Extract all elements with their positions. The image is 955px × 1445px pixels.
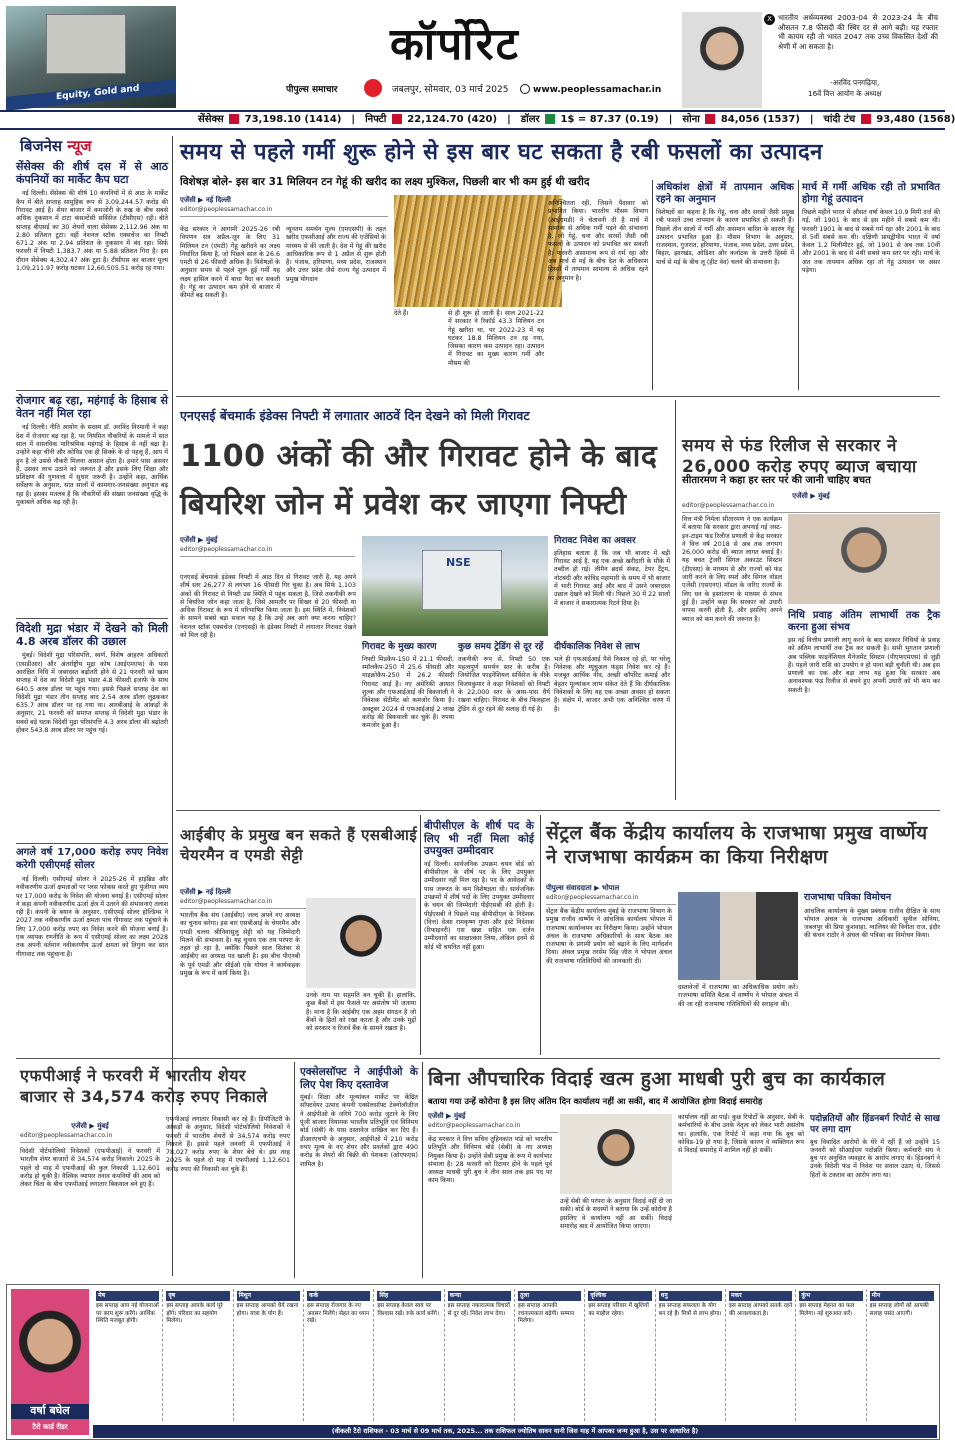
iba-headline: आईबीए के प्रमुख बन सकते हैं एसबीआई चेयरमैन व एमडी सेट्टी <box>180 826 418 864</box>
tarot-reader-name: वर्षा बघेल <box>11 1404 89 1419</box>
story-employment <box>16 394 168 510</box>
lead-col-1b: न्यूनतम समर्थन मूल्य (एमएसपी) के तहत खरीद एफसीआई और राज्य की एजेंसियों के माध्यम से की जाती है। देश में गेहूं की खरीद आधिकारिक रूप से 1 अप्रैल से शुरू होती है। पंजाब, हरियाणा, मध्य प्रदेश, राजस्थान और उत्तर प्रदेश जैसे राज्य गेहूं उत्पादन में प्रमुख योगदान <box>286 226 386 283</box>
masthead-title: कॉर्पोरेट <box>390 19 520 70</box>
zodiac-sign: कन्या इस सप्ताह नकारात्मक विचारों से दूर रहें। निवेश लाभ देगा। <box>445 1289 515 1421</box>
lead-col-1: केंद्र सरकार ने आगामी 2025-26 रबी विपणन सत्र अप्रैल-जून के लिए 31 मिलियन टन (एमटी) गेहूं खरीदने का लक्ष्य निर्धारित किया है, जो पिछले साल के 26.6 एमटी से 26 फीसदी अधिक है। विशेषज्ञों के अनुसार समय से पहले शुरू हुई गर्मी यह लक्ष्य हासिल करने में बाधा पैदा कर सकती है। गेहूं का उत्पादन कम होने से बाजार में कीमतें बढ़ सकती हैं। <box>180 226 280 300</box>
nifty-box-trading: कुछ समय ट्रेडिंग से दूर रहें तकनीकी रूप से, निफ्टी 50 एक महत्वपूर्ण समर्थन स्तर के करीब है। जियोजित फाइनेंशियल सर्विसेज के वीके विजयकुमार ने कहा निवेशकों को निफ्टी के 22,000 स्तर के आस-पास धैर्य रखना चाहिए। गिरावट के बीच फिलहाल ट्रेडिंग से दूर रहने की सलाह दी गई है। <box>458 642 550 713</box>
tarot-reader-role: टैरो कार्ड रीडर <box>32 1422 68 1431</box>
madhabi-body: केंद्र सरकार ने वित्त सचिव तुहिनकांत पांडे को भारतीय प्रतिभूति और विनिमय बोर्ड (सेबी) के नए अध्यक्ष नियुक्त किया है। उन्होंने सेबी प्रमुख के रूप में कार्यभार संभाला है। 28 फरवरी को रिटायर होने के पहले पूर्व अध्यक्ष माधबी पुरी बुच ने तीन साल तक इस पद पर काम किया। <box>428 1136 552 1185</box>
photo-caption: देते हैं। <box>394 310 409 317</box>
central-box: राजभाषा पत्रिका विमोचन आंचलिक कार्यालय के मुख्य प्रबंधक राजीव दीक्षित के साथ भोपाल अंचल के राजभाषा अधिकारी सुनील सोनिया, जबलपुर की प्रिया कुशवाहा, ग्वालियर की विनीता राज, इंदौर की कंचन राठौर ने अंचल की पत्रिका का विमोचन किया। <box>804 892 940 940</box>
down-arrow-icon <box>392 114 402 124</box>
lead-col-4: अनिश्चितता रही, जिसने पैदावार को प्रभावित किया। भारतीय मौसम विभाग (आईएमडी) ने चेतावनी दी है मार्च में सामान्य से अधिक गर्मी पड़ने की संभावना है, जो गेहूं, चना और सरसों जैसी रबी फसलों के उत्पादन को प्रभावित कर सकती है। फरवरी असामान्य रूप से गर्म रहा और अब मार्च से मई के बीच देश के अधिकांश हिस्सों में तापमान सामान्य से अधिक रहने का अनुमान है। <box>548 200 648 282</box>
quote-role: 16वें वित्त आयोग के अध्यक्ष <box>808 89 882 98</box>
ticker-dollar: डॉलर 1$ = 87.37 (0.19) <box>520 114 659 126</box>
horoscope-strip <box>6 1284 940 1440</box>
wheat-photo <box>394 195 562 307</box>
bpcl-story: बीपीसीएल के शीर्ष पद के लिए भी नहीं मिला कोई उपयुक्त उम्मीदवार नई दिल्ली। सार्वजनिक उपक्रम चयन बोर्ड को बीपीसीएल के शीर्ष पद के लिए उपयुक्त उम्मीदवार नहीं मिल रहा है। पद के आवेदकों के पास जरूरत के कम विशेषज्ञता थी। सार्वजनिक उपक्रमों में शीर्ष पदों के लिए उपयुक्त उम्मीदवार के चयन की जिम्मेदारी पीईएसबी की होती है। पीईएसबी ने पिछले माह बीपीसीएल के निदेशक (वित्त) वेत्सा रामकृष्ण गुप्ता और इंस्टे निदेशक (रिफाइनरी) एस खन्ना सहित एक दर्जन उम्मीदवारों का साक्षात्कार लिया, लेकिन इनमें से कोई भी चयनित नहीं हुआ। <box>424 820 534 951</box>
zodiac-sign: वृष इस सप्ताह आपके कार्य पूरे होंगे। परिवार का सहयोग मिलेगा। <box>163 1289 233 1421</box>
central-byline: पीपुल्स संवाददाता ▶ भोपाल editor@peoplessamachar.co.in <box>546 884 676 908</box>
quote-portrait <box>682 12 762 108</box>
iba-body: भारतीय बैंक संघ (आईबीए) जल्द अपने नए अध्यक्ष का चुनाव करेगा। इस बार एसबीआई के चेयरमैन और एमडी चल्ला श्रीनिवासुलु सेट्टी को यह जिम्मेदारी मिलने की संभावना है। यह चुनाव एक तय परंपरा के तहत हो रहा है, क्योंकि पिछले साल सितंबर से आईबीए का अध्यक्ष पद खाली है। इस बीच पीएनबी के पूर्व एमडी और सीईओ एके गोयल ने कार्यवाहक प्रमुख के रूप में कार्य किया है। <box>180 912 300 978</box>
nifty-kicker: एनएसई बेंचमार्क इंडेक्स निफ्टी में लगातार आठवें दिन देखने को मिली गिरावट <box>180 408 530 423</box>
fund-byline: एजेंसी ▶ मुंबई editor@peoplessamachar.co.in <box>682 492 940 516</box>
madhabi-photo <box>560 1114 672 1194</box>
excelsoft-story: एक्सेलसॉफ्ट ने आईपीओ के लिए पेश किए दस्तावेज मुंबई। शिक्षा और मूल्यांकन मार्केट पर केंद्रित सॉफ्टवेयर उत्पाद कंपनी एक्सेलसॉफ्ट टेक्नोलॉजीज ने आईपीओ के जरिये 700 करोड़ जुटाने के लिए पूंजी बाजार नियामक भारतीय प्रतिभूति एवं विनिमय बोर्ड (सेबी) के पास दस्तावेज दाखिल कर दिए हैं। डीआरएचपी के अनुसार, आईपीओ में 210 करोड़ रुपए मूल्य के नए शेयर और प्रवर्तकों द्वारा 490 करोड़ के शेयरों की बिक्री की पेशकश (ओएफएस) शामिल है। <box>300 1066 418 1168</box>
zodiac-sign: वृश्चिक इस सप्ताह परिवार में खुशियों का माहौल रहेगा। <box>585 1289 655 1421</box>
fund-box: निधि प्रवाह अंतिम लाभार्थी तक ट्रैक करना हुआ संभव इस नई वित्तीय प्रणाली लागू करने के बाद सरकार निधियों के प्रवाह को अंतिम लाभार्थी तक ट्रैक कर सकती है। सभी भुगतान प्रणाली अब पब्लिक फाइनेंशियल मैनेजमेंट सिस्टम (पीएफएमएस) से जुड़ी हैं। पहले जारी राशि का उपयोग न हो पाना बड़ी चुनौती थी। अब इस प्रणाली का एक और बड़ा लाभ यह हुआ कि सरकार अब अनावश्यक फंड रिलीज से बचने हुए अपनी उधारी को भी कम कर सकती है। <box>788 610 940 694</box>
madhabi-box: पदोन्नतियों और हिंडनबर्ग रिपोर्ट से साख पर लगा दाग बुच विवादित आरोपों के घेरे में रहीं हैं जो उन्होंने 15 जनवरी को सीआईएम पदोन्नति किया। कर्मचारी संघ ने बुच पर अनुचित व्यवहार के आरोप लगाए थे। हिंडनबर्ग ने उनके विदेशी फंड में निवेश पर सवाल उठाए थे, जिससे हितों के टकराव का आरोप लगा था। <box>810 1114 940 1179</box>
madhabi-body-3: कार्यालय नहीं आ पाईं। कुछ रिपोर्टों के अनुसार, सेबी के कर्मचारियों के बीच उनके नेतृत्व को लेकर भारी असंतोष था। हालांकि, एक रिपोर्ट में कहा गया कि बुच को कोविड-19 हो गया है, जिसके कारण वे व्यक्तिगत रूप से विदाई समारोह में शामिल नहीं हो सकीं। <box>678 1114 804 1155</box>
nifty-headline-1: 1100 अंकों की और गिरावट होने के बाद <box>180 439 658 474</box>
zodiac-sign: मीन इस सप्ताह लोगों को आपकी सलाह पसंद आएगी। <box>867 1289 937 1421</box>
madhabi-body-2: उन्हें सेबी की परंपरा के अनुसार विदाई नहीं दी जा सकी। बोर्ड के सदस्यों ने बताया कि उन्हें कोरोना है इसलिए वे कार्यालय नहीं आ सकीं। विदाई समारोह बाद में आयोजित किया जाएगा। <box>560 1198 672 1230</box>
iba-body-2: उनके नाम पर सहमति बन चुकी है। हालांकि, कुछ बैंकों में इस फैसले पर असंतोष भी जताया है। माना है कि आईबीए एक अहम संगठन है जो बैंकों के हितों को रखा करता है और उनके मुद्दों को सरकार व रिजर्व बैंक के सामने रखता है। <box>306 992 416 1033</box>
fpi-body-2: एफपीआई लगातार निकासी कर रहे हैं। डिपॉजिटरी के आंकड़ों के अनुसार, विदेशी पोर्टफोलियो निवेशकों ने फरवरी में भारतीय शेयरों से 34,574 करोड़ रुपए निकाले हैं। इससे पहले जनवरी में एफपीआई ने 78,027 करोड़ रुपए के शेयर बेचे थे। इस तरह 2025 के पहले दो माह में एफपीआई 1,12,601 करोड़ रुपए की निकासी कर चुके हैं। <box>166 1116 290 1173</box>
market-ticker: सेंसेक्स 73,198.10 (1414) | निफ्टी 22,124.70 (420) | डॉलर 1$ = 87.37 (0.19) | सोना 84,056 (1537) | चांदी टंच 93,480 (1568) <box>0 110 945 130</box>
story-acme-solar <box>16 847 168 962</box>
zodiac-sign: कुंभ इस सप्ताह मेहनत का फल मिलेगा। नई शुरुआत करें। <box>796 1289 866 1421</box>
globe-icon <box>520 84 530 94</box>
nifty-headline-2: बियरिश जोन में प्रवेश कर जाएगा निफ्टी <box>180 487 627 522</box>
central-headline: सेंट्रल बैंक केंद्रीय कार्यालय के राजभाषा प्रमुख वार्ष्णेय ने राजभाषा कार्यक्रम का किया निरीक्षण <box>546 822 928 868</box>
story-forex <box>16 622 168 738</box>
iba-byline: एजेंसी ▶ नई दिल्ली editor@peoplessamachar.co.in <box>180 888 400 912</box>
madhabi-byline: एजेंसी ▶ मुंबई editor@peoplessamachar.co.in <box>428 1112 558 1136</box>
zodiac-sign: तुला इस सप्ताह आपकी रचनात्मकता बढ़ेगी। सम्मान मिलेगा। <box>515 1289 585 1421</box>
quote-author: -अरविंद पनगढ़िया, <box>830 78 880 87</box>
zodiac-sign: मिथुन इस सप्ताह आपको धैर्य रखना होगा। यात्रा के योग हैं। <box>234 1289 304 1421</box>
fund-headline: समय से फंड रिलीज से सरकार ने 26,000 करोड़ रुपए ब्याज बचाया <box>682 436 917 478</box>
nse-sign: NSE <box>446 556 471 569</box>
story-body: नई दिल्ली। एसीएमई सोलर ने 2025-26 में हाइब्रिड और नवीकरणीय ऊर्जा क्षमताओं पर प्लस फोकस करते हुए पूंजीगत व्यय पर 17,000 करोड़ के निवेश की योजना बनाई है। एसीएमई सोलर ने कहा कंपनी नवीकरणीय ऊर्जा क्षेत्र में उतरने की संभावनाएं तलाश रही है। कंपनी के बयान के अनुसार, एसीएमई सोलर होल्डिंग्स ने 2027 तक नवीकरणीय ऊर्जा क्षमता पांच गीगावाट तक पहुंचाने के लिए 17,000 करोड़ रुपए का निवेश करने की योजना बनाई है। एक व्यापक रणनीति के रूप में एसीएमई सोलर का लक्ष्य 2028 तक अपनी वर्तमान नवीकरणीय ऊर्जा क्षमता को तिगुना कर सात गीगावाट तक पहुंचाना है। <box>16 876 168 958</box>
fund-subheadline: सीतारमण ने कहा हर स्तर पर की जानी चाहिए बचत <box>682 475 871 486</box>
story-headline: विदेशी मुद्रा भंडार में देखने को मिली 4.8 अरब डॉलर की उछाल <box>16 622 168 649</box>
fpi-body: विदेशी पोर्टफोलियो निवेशकों (एफपीआई) ने फरवरी में भारतीय शेयर बाजारों से 34,574 करोड़ निकाले। 2025 के पहले दो माह में एफपीआई की कुल निकासी 1,12,601 करोड़ हो चुकी है। वैश्विक व्यापार तनाव कंपनियों की आय को लेकर चिंता के बीच एफपीआई लगातार बिकवाल बने हुए हैं। <box>20 1148 160 1189</box>
nifty-box-reasons: गिरावट के मुख्य कारण निफ्टी मिडकैप-150 में 21.1 फीसदी, स्मॉलकैप-250 में 25.6 फीसदी और माइक्रोकैप-250 में 26.2 फीसदी गिरावट आई है। नए अमेरिकी आयात शुल्क और एफआईआई की बिकवाली ने निवेशक सेंटीमेंट को कमजोर किया है। अक्टूबर 2024 से एफआईआई 2 लाख करोड़ की बिकवाली कर चुके हैं। रुपया कमजोर हुआ है। <box>362 642 454 730</box>
masthead-dateline: जबलपुर, सोमवार, 03 मार्च 2025 <box>392 85 509 95</box>
x-icon: X <box>764 14 775 25</box>
zodiac-sign: कर्क इस सप्ताह रोजगार के नए अवसर मिलेंगे। सेहत का ध्यान रखें। <box>304 1289 374 1421</box>
central-body-2: दस्तावेजों में राजभाषा का अधिकाधिक प्रयोग करें। राजभाषा समिति बैठक में वार्ष्णेय ने भोपाल अंचल में की जा रही राजभाषा गतिविधियों की सराहना की। <box>678 984 798 1008</box>
story-body: मुंबई। विदेशी मुद्रा परिसंपत्ति, स्वर्ण, विशेष आहरण अधिकारों (एसडीआर) और अंतर्राष्ट्रीय मुद्रा कोष (आईएमएफ) के पास आरक्षित निधि में जबरदस्त बढ़ोतरी होने से 21 फरवरी को खत्म सप्ताह में देश का विदेशी मुद्रा भंडार 4.8 फीसदी इजाफे के साथ 640.5 अरब डॉलर पर पहुंच गया। इससे पिछले सप्ताह देश का विदेशी मुद्रा भंडार तीन सप्ताह बाद 2.54 अरब डॉलर लुढ़ककर 635.7 अरब डॉलर पर रह गया था। आरबीआई के आंकड़ों के अनुसार, 21 फरवरी को समाप्त सप्ताह में विदेशी मुद्रा भंडार के सबसे बड़े घटक विदेशी मुद्रा परिसंपत्ति 4.3 अरब डॉलर की बढ़ोतरी होकर 543.8 अरब डॉलर पर पहुंच गई। <box>16 652 168 735</box>
horoscope-footer: (वीकली टैरो राशिफल - 03 मार्च से 09 मार्च तक, 2025... तक राशिफल ज्योतिष सावन यानी जिस माह में आपका जन्म हुआ है, उस पर आधारित है) <box>93 1425 937 1438</box>
bse-building-photo <box>6 6 176 108</box>
nifty-body: एनएसई बेंचमार्क इंडेक्स निफ्टी में आठ दिन से गिरावट जारी है, यह अपने शीर्ष स्तर 26,277 से लगभग 16 फीसदी गिर चुका है। अब सिर्फ 1,103 अंकों की गिरावट से निफ्टी उस स्थिति में पहुंच सकता है, जिसे तकनीकी रूप से बियरिश जोन कहा जाता है, जिसे आमतौर पर शिखर से 20 फीसदी या अधिक गिरावट के रूप में परिभाषित किया जाता है। इस स्थिति में, निवेशकों के सामने सबसे बड़ा सवाल यह है कि उन्हें अब आगे क्या करना चाहिए? नेशनल स्टॉक एक्सचेंज (एनएसई) के इंडेक्स निफ्टी में लगातार गिरावट देखने को मिल रही है। <box>180 574 356 640</box>
setty-photo <box>306 898 416 988</box>
madhabi-subheadline: बताया गया उन्हें कोरोना है इस लिए अंतिम दिन कार्यालय नहीं आ सकीं, बाद में आयोजित होगा विदाई समारोह <box>428 1096 763 1106</box>
lead-far-box: मार्च में गर्मी अधिक रही तो प्रभावित होगा गेहूं उत्पादन पिछले महीने भारत में औसत वर्षा केवल 10.9 मिमी दर्ज की गई, जो 1901 के बाद से इस महीने में सबसे कम थी। फरवरी 1901 के बाद से सबसे गर्म रहा और 2001 के बाद से 5वीं सबसे कम थी। दक्षिणी प्रायद्वीपीय भारत में वर्षा केवल 1.2 मिलीमीटर हुई, जो 1901 से अब तक 10वीं और 2001 के बाद से 4थी सबसे कम स्तर पर रही। मार्च के अंत तक तापमान अधिक रहा तो गेहूं उत्पादन पर असर पड़ेगा। <box>802 182 940 275</box>
zodiac-sign: धनु इस सप्ताह सफलता के योग बन रहे हैं। मित्रों से लाभ होगा। <box>656 1289 726 1421</box>
down-arrow-icon <box>705 114 715 124</box>
zodiac-sign: मेष इस सप्ताह आप नई योजनाओं पर काम शुरू करेंगे। आर्थिक स्थिति मजबूत होगी। <box>93 1289 163 1421</box>
red-dot-logo <box>364 79 382 97</box>
lead-col-3: से ही शुरू हो जाती है। साल 2021-22 में सरकार ने रिकॉर्ड 43.3 मिलियन टन गेहूं खरीदा था, पर 2022-23 में यह घटकर 18.8 मिलियन टन रह गया, जिसका कारण कम उत्पादन रहा। उत्पादन में गिरावट का मुख्य कारण गर्मी और मौसम की <box>448 310 544 367</box>
zodiac-sign: सिंह इस सप्ताह केवल स्वयं पर विश्वास रखें। रुके कार्य बनेंगे। <box>374 1289 444 1421</box>
ticker-gold: सोना 84,056 (1537) <box>682 114 800 126</box>
story-headline: सेंसेक्स की शीर्ष दस में से आठ कंपनियों का मार्केट कैप घटा <box>16 160 168 187</box>
nifty-byline: एजेंसी ▶ मुंबई editor@peoplessamachar.co.in <box>180 536 355 560</box>
lead-subheadline: विशेषज्ञ बोले- इस बार 31 मिलियन टन गेहूं की खरीद का लक्ष्य मुश्किल, पिछली बार भी कम हुई थी खरीद <box>180 176 590 188</box>
zodiac-sign: मकर इस सप्ताह आपको सतर्क रहने की आवश्यकता है। <box>726 1289 796 1421</box>
story-headline: रोजगार बढ़ रहा, महंगाई के हिसाब से वेतन नहीं मिल रहा <box>16 394 168 421</box>
nse-building-photo <box>362 536 548 636</box>
section-label: बिजनेस न्यूज <box>20 137 92 155</box>
ticker-nifty: निफ्टी 22,124.70 (420) <box>365 114 498 126</box>
lead-headline: समय से पहले गर्मी शुरू होने से इस बार घट सकता है रबी फसलों का उत्पादन <box>180 140 823 165</box>
lead-side-box: अधिकांश क्षेत्रों में तापमान अधिक रहने का अनुमान विशेषज्ञों का कहना है कि गेहूं, चना और सरसों जैसी प्रमुख रबी फसलें उच्च तापमान के कारण प्रभावित हो सकती हैं। पिछले तीन सालों में गर्मी और असमान बारिश के कारण गेहूं उत्पादन प्रभावित हुआ है। मौसम विभाग के अनुसार, राजस्थान, गुजरात, हरियाणा, पंजाब, मध्य प्रदेश, उत्तर प्रदेश, बिहार, झारखंड, ओडिशा और कर्नाटक के उत्तरी हिस्से में मार्च से मई के बीच लू (हीट वेव) चलने की संभावना है। <box>656 182 794 266</box>
nifty-box-longterm: दीर्घकालिक निवेश से लाभ भले ही एफआईआई पैसे निकाल रहे हों, पर घरेलू निवेशक और म्यूचुअल फंड्स निवेश कर रहे हैं। मजबूत आर्थिक नींव, अच्छी कॉर्पोरेट कमाई और बेहतर मूल्यांकन लाभ संकेत देते हैं कि दीर्घकालिक निवेशकों के लिए यह एक अच्छा अवसर हो सकता है। संक्षेप में, बाजार अभी एक अनिश्चित चरण में है। <box>554 642 670 713</box>
madhabi-headline: बिना औपचारिक विदाई खत्म हुआ माधबी पुरी बुच का कार्यकाल <box>428 1068 886 1090</box>
up-arrow-icon <box>545 114 555 124</box>
sitharaman-photo <box>788 514 940 604</box>
down-arrow-icon <box>861 114 871 124</box>
tarot-portrait <box>11 1289 89 1435</box>
story-sensex-mcap <box>16 160 168 276</box>
down-arrow-icon <box>229 114 239 124</box>
fpi-headline: एफपीआई ने फरवरी में भारतीय शेयर बाजार से 34,574 करोड़ रुपए निकाले <box>20 1066 268 1106</box>
masthead-publisher: पीपुल्स समाचार <box>286 85 338 95</box>
story-body: नई दिल्ली। सेंसेक्स की शीर्ष 10 कंपनियों में से आठ के मार्केट कैप में बीते सप्ताह सामूहिक रूप से 3,09,244.57 करोड़ की गिरावट आई है। शेयर बाजार में कमजोरी के रुख के बीच सबसे अधिक नुकसान में टाटा कंसल्टेंसी सर्विसेज (टीसीएस) रही। बीते सप्ताह बीएसई का 30 शेयरों वाला सेंसेक्स 2,112.96 अंक या 2.80 प्रतिशत टूटा। वहीं नेशनल स्टॉक एक्सचेंज का निफ्टी 671.2 अंक या 2.94 प्रतिशत के नुकसान में बंद रहा। सिर्फ फरवरी में निफ्टी 1,383.7 अंक या 5.88 प्रतिशत गिरा है। इस दौरान सेंसेक्स 4,302.47 अंक टूटा है। टीसीएस का बाजार मूल्य 1,09,211.97 करोड़ घटकर 12,60,505.51 करोड़ रह गया। <box>16 190 168 273</box>
bse-banner-text: Equity, Gold and <box>56 83 140 103</box>
masthead-website[interactable]: www.peoplessamachar.in <box>533 85 662 95</box>
fund-body: वित्त मंत्री निर्मला सीतारमण ने एक कार्यक्रम में बताया कि सरकार द्वारा अपनाई गई जस्ट-इन-टाइम फंड रिलीज प्रणाली से केंद्र सरकार ने वित्त वर्ष 2018 से अब तक लगभग 26,000 करोड़ की ब्याज लागत बचाई है। यह बचत ट्रेजरी सिंगल अकाउंट सिस्टम (टीएसए) के माध्यम से और राज्यों को फंड जारी करने के लिए स्पर्श और सिंगल नोडल एजेंसी (एसएनए) मॉडल के जरिए राज्यों के लिए धन के हस्तांतरण के माध्यम से संभव हुई है। उन्होंने कहा कि सरकार को उधारी वापस करनी होती है, और इसलिए अपने ब्याज को कम करने की जरूरत है। <box>682 516 782 623</box>
zodiac-grid <box>93 1289 937 1421</box>
central-body: सेंट्रल बैंक केंद्रीय कार्यालय मुंबई के राजभाषा विभाग के प्रमुख राजीव वार्ष्णेय ने आंचलिक कार्यालय भोपाल में राजभाषा कार्यान्वयन का निरीक्षण किया। उन्होंने भोपाल अंचल के राजभाषा अधिकारियों के साथ बैठक कर राजभाषा के प्रगामी प्रयोग को बढ़ाने के लिए मार्गदर्शन दिया। अंचल प्रमुख तरसेम सिंह जीरा ने भोपाल अंचल की राजभाषा गतिविधियों की जानकारी दी। <box>546 908 672 965</box>
central-bank-photo <box>678 892 798 980</box>
fpi-byline: एजेंसी ▶ मुंबई editor@peoplessamachar.co.in <box>20 1122 160 1146</box>
nifty-box-opportunity: गिरावट निवेश का अवसर इतिहास बताता है कि जब भी बाजार में बड़ी गिरावट आई है, यह एक अच्छे खरीदारी के मौके में तब्दील हो गई। लीमैन ब्रदर्स संकट, टेपर टैंट्रम, नोटबंदी और कोविड महामारी के समय में भी बाजार में भारी गिरावट आई और बाद में उसने जबरदस्त उछाल देखने को मिली थी। पिछले 30 में 22 सालों में बाजार ने सकारात्मक रिटर्न दिया है। <box>554 536 670 607</box>
lead-byline: एजेंसी ▶ नई दिल्ली editor@peoplessamachar.co.in <box>180 196 388 220</box>
quote-text: भारतीय अर्थव्यवस्था 2003-04 से 2023-24 के बीच औसतन 7.8 फीसदी की स्थिर दर से आगे बढ़ी। यह रफ्तार भी कायम रही तो भारत 2047 तक उच्च विकसित देशों की श्रेणी में आ सकता है। <box>778 13 938 51</box>
story-headline: अगले वर्ष 17,000 करोड़ रुपए निवेश करेगी एसीएमई सोलर <box>16 847 168 871</box>
story-body: नई दिल्ली। नीति आयोग के सदस्य डॉ. अरविंद विरमानी ने कहा देश में रोजगार बढ़ रहा है, पर नियमित नौकरियों के मामले में सात साल में वास्तविक पारिश्रमिक महंगाई के हिसाब से नहीं बढ़ा है। उन्होंने कहा चीनी और कोविड एक ही सिक्के के दो पहलू हैं, आप में हुन है तो उससे नौकरी मिलना आसान होता है। हमारे पास असवर हैं, उसका लाभ उठाने को जरूरत है और इसके लिए शिक्षा और प्रशिक्षण की गुणवत्ता में सुधार जरूरी है। उन्होंने कहा, आर्थिक सर्वेक्षण के अनुसार, सात सालों में कामगार-जनसंख्या अनुपात बढ़ रहा है। इसका मतलब है कि नौकरियों की संख्या जनसंख्या वृद्धि के मुकाबले अधिक बढ़ रही है। <box>16 424 168 507</box>
ticker-silver: चांदी टंच 93,480 (1568) <box>823 114 955 126</box>
ticker-sensex: सेंसेक्स 73,198.10 (1414) <box>198 114 342 126</box>
